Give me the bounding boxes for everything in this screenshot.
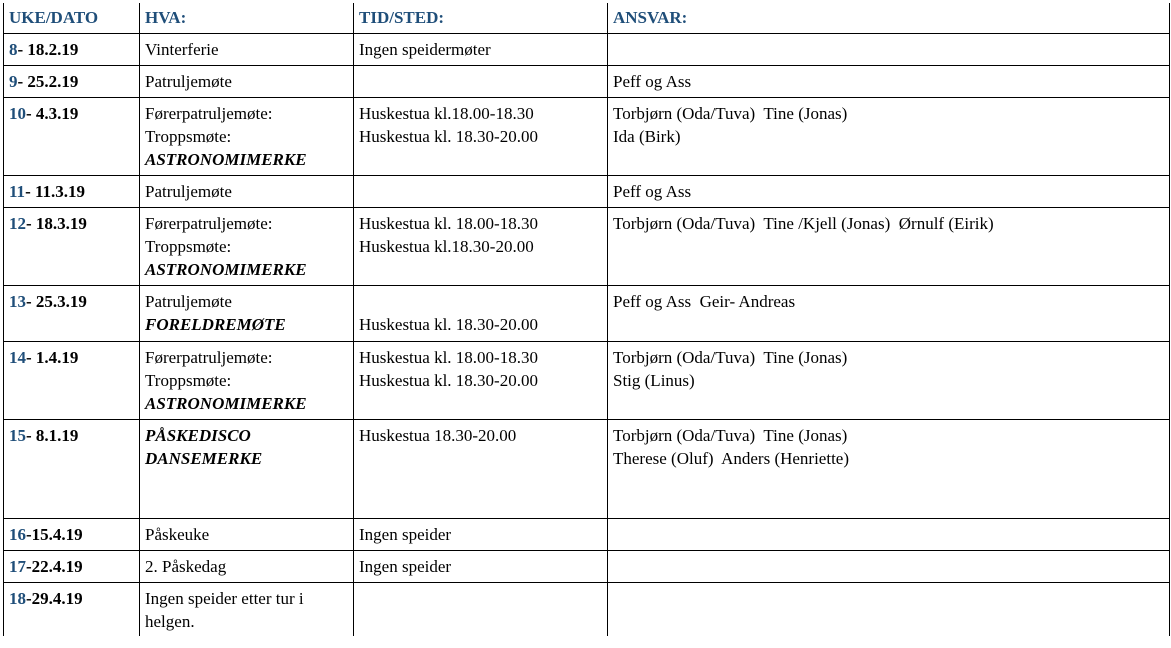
week-number: 12 [9, 213, 26, 233]
responsible-text: Torbjørn (Oda/Tuva) Tine (Jonas) [613, 103, 848, 123]
week-cell [4, 550, 140, 582]
hva-cell [140, 97, 354, 175]
table-row [4, 518, 1170, 550]
hva-cell [140, 341, 354, 419]
schedule-table [3, 3, 1170, 636]
hva-cell [140, 550, 354, 582]
table-row [4, 175, 1170, 207]
week-number: 14 [9, 347, 26, 367]
table-row [4, 33, 1170, 65]
header-week: UKE/DATO [4, 3, 140, 33]
responsible-text: Peff og Ass [613, 71, 692, 91]
week-date: - 11.3.19 [25, 181, 86, 201]
tid-cell [354, 419, 608, 518]
responsible-text: Torbjørn (Oda/Tuva) Tine (Jonas) [613, 425, 848, 445]
time-place-text: Huskestua kl. 18.30-20.00 [359, 126, 538, 146]
ansvar-cell [608, 97, 1170, 175]
ansvar-cell [608, 341, 1170, 419]
time-place-text: Huskestua kl.18.00-18.30 [359, 103, 534, 123]
week-cell [4, 341, 140, 419]
table-row [4, 341, 1170, 419]
activity-text: Troppsmøte: [145, 126, 232, 146]
activity-highlight: ASTRONOMIMERKE [145, 393, 307, 413]
activity-highlight: FORELDREMØTE [145, 314, 286, 334]
week-number: 10 [9, 103, 26, 123]
hva-cell [140, 65, 354, 97]
responsible-text: Ida (Birk) [613, 126, 681, 146]
activity-text: Ingen speider etter tur i [145, 588, 304, 608]
activity-text: Førerpatruljemøte: [145, 103, 273, 123]
week-number: 17 [9, 556, 26, 576]
week-cell [4, 582, 140, 636]
table-row [4, 582, 1170, 636]
week-number: 16 [9, 524, 26, 544]
week-number: 11 [9, 181, 26, 201]
week-date: - 25.2.19 [17, 71, 79, 91]
responsible-text: Torbjørn (Oda/Tuva) Tine (Jonas) [613, 347, 848, 367]
activity-text: Patruljemøte [145, 71, 232, 91]
time-place-text: Ingen speider [359, 524, 452, 544]
activity-text: 2. Påskedag [145, 556, 227, 576]
time-place-text: Huskestua kl. 18.00-18.30 [359, 347, 538, 367]
tid-cell [354, 518, 608, 550]
time-place-text: Huskestua 18.30-20.00 [359, 425, 517, 445]
hva-cell [140, 175, 354, 207]
table-row [4, 285, 1170, 341]
activity-text: helgen. [145, 611, 195, 631]
activity-highlight: DANSEMERKE [145, 448, 263, 468]
ansvar-cell [608, 33, 1170, 65]
ansvar-cell [608, 65, 1170, 97]
header-ansvar: ANSVAR: [608, 3, 1170, 33]
responsible-text: Therese (Oluf) Anders (Henriette) [613, 448, 850, 468]
ansvar-cell [608, 207, 1170, 285]
hva-cell [140, 518, 354, 550]
week-number: 8 [9, 39, 18, 59]
week-number: 18 [9, 588, 26, 608]
tid-cell [354, 550, 608, 582]
ansvar-cell [608, 419, 1170, 518]
activity-text: Patruljemøte [145, 181, 232, 201]
week-cell [4, 419, 140, 518]
tid-cell [354, 33, 608, 65]
week-date: - 18.2.19 [17, 39, 79, 59]
ansvar-cell [608, 582, 1170, 636]
activity-text: Troppsmøte: [145, 370, 232, 390]
week-date: - 18.3.19 [26, 213, 87, 233]
ansvar-cell [608, 550, 1170, 582]
table-row [4, 65, 1170, 97]
hva-cell [140, 33, 354, 65]
time-place-text: Huskestua kl. 18.00-18.30 [359, 213, 538, 233]
week-cell [4, 518, 140, 550]
activity-text: Førerpatruljemøte: [145, 347, 273, 367]
week-date: -29.4.19 [26, 588, 83, 608]
week-date: - 25.3.19 [26, 291, 87, 311]
tid-cell [354, 175, 608, 207]
time-place-text: Huskestua kl. 18.30-20.00 [359, 314, 538, 334]
week-cell [4, 33, 140, 65]
time-place-text: Ingen speider [359, 556, 452, 576]
header-hva: HVA: [140, 3, 354, 33]
responsible-text: Peff og Ass [613, 181, 692, 201]
table-row [4, 550, 1170, 582]
week-number: 13 [9, 291, 26, 311]
responsible-text: Peff og Ass Geir- Andreas [613, 291, 796, 311]
ansvar-cell [608, 175, 1170, 207]
time-place-text: Huskestua kl. 18.30-20.00 [359, 370, 538, 390]
tid-cell [354, 285, 608, 341]
week-cell [4, 285, 140, 341]
ansvar-cell [608, 285, 1170, 341]
week-cell [4, 65, 140, 97]
tid-cell [354, 207, 608, 285]
activity-text: Førerpatruljemøte: [145, 213, 273, 233]
week-cell [4, 207, 140, 285]
tid-cell [354, 65, 608, 97]
table-row [4, 419, 1170, 518]
week-number: 15 [9, 425, 26, 445]
responsible-text: Stig (Linus) [613, 370, 695, 390]
activity-text: Påskeuke [145, 524, 210, 544]
week-date: - 4.3.19 [26, 103, 79, 123]
time-place-text: Huskestua kl.18.30-20.00 [359, 236, 534, 256]
time-place-text [359, 290, 602, 313]
activity-highlight: ASTRONOMIMERKE [145, 259, 307, 279]
activity-highlight: ASTRONOMIMERKE [145, 149, 307, 169]
activity-text: Troppsmøte: [145, 236, 232, 256]
responsible-text: Torbjørn (Oda/Tuva) Tine /Kjell (Jonas) Ørnulf (Eirik) [613, 213, 994, 233]
table-row [4, 207, 1170, 285]
tid-cell [354, 97, 608, 175]
header-row [4, 3, 1170, 33]
week-cell [4, 97, 140, 175]
activity-text: Patruljemøte [145, 291, 232, 311]
tid-cell [354, 582, 608, 636]
hva-cell [140, 582, 354, 636]
header-tid: TID/STED: [354, 3, 608, 33]
hva-cell [140, 285, 354, 341]
week-date: - 8.1.19 [26, 425, 79, 445]
time-place-text: Ingen speidermøter [359, 39, 491, 59]
activity-text: Vinterferie [145, 39, 219, 59]
table-row [4, 97, 1170, 175]
schedule-body [4, 33, 1170, 636]
week-date: -15.4.19 [26, 524, 83, 544]
tid-cell [354, 341, 608, 419]
week-number: 9 [9, 71, 18, 91]
week-date: - 1.4.19 [26, 347, 79, 367]
week-date: -22.4.19 [26, 556, 83, 576]
hva-cell [140, 207, 354, 285]
activity-highlight: PÅSKEDISCO [145, 425, 251, 445]
ansvar-cell [608, 518, 1170, 550]
week-cell [4, 175, 140, 207]
hva-cell [140, 419, 354, 518]
